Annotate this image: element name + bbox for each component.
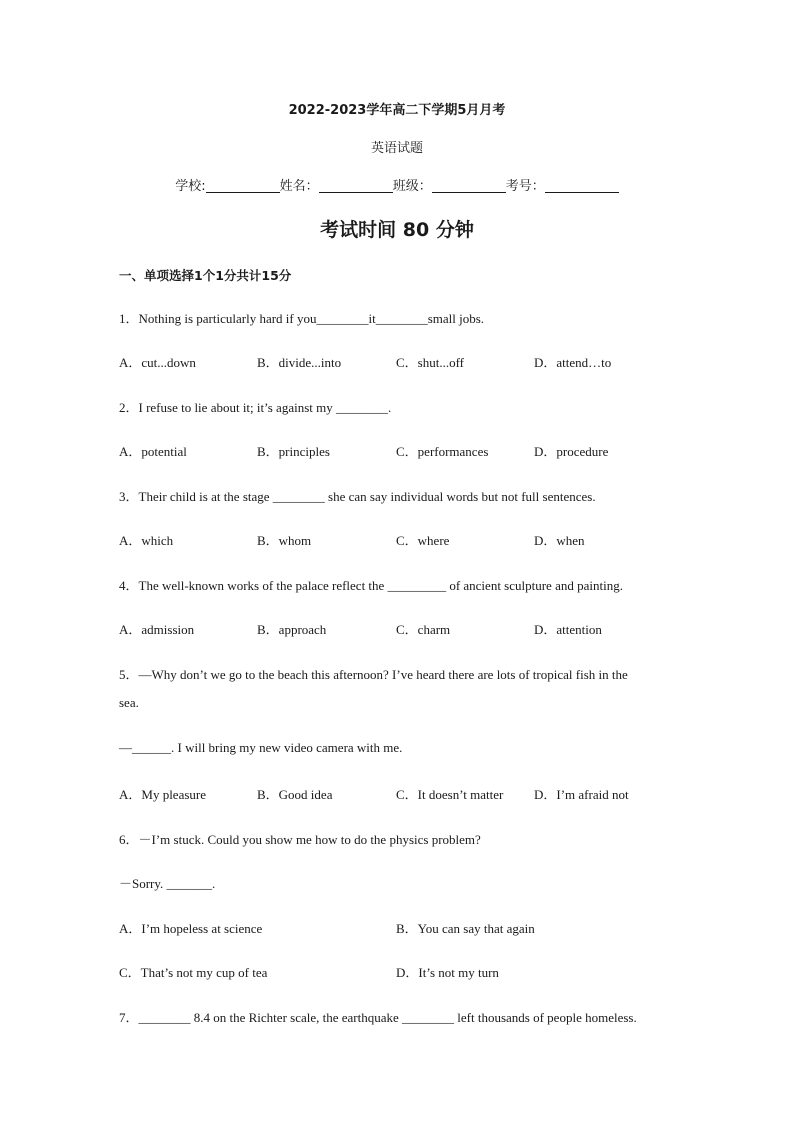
question-4-option-c: C．charm bbox=[396, 622, 451, 637]
number-blank bbox=[545, 178, 619, 193]
student-info-row bbox=[0, 175, 794, 194]
school-blank bbox=[206, 178, 280, 193]
exam-time: 考试时间 80 分钟 bbox=[320, 219, 474, 241]
question-4-option-d: D．attention bbox=[534, 622, 602, 637]
question-2-stem: 2．I refuse to lie about it; it’s against my ________. bbox=[119, 400, 392, 415]
question-6-option-b: B．You can say that again bbox=[396, 921, 535, 936]
number-label: 考号： bbox=[505, 179, 545, 194]
name-blank bbox=[319, 178, 393, 193]
section-heading: 一、单项选择1个1分共计15分 bbox=[119, 268, 292, 283]
exam-subject: 英语试题 bbox=[370, 141, 423, 156]
question-1-option-a: A．cut...down bbox=[119, 355, 196, 370]
question-3-option-b: B．whom bbox=[257, 533, 312, 548]
question-3-option-c: C．where bbox=[396, 533, 450, 548]
question-5-stem-line-1: 5．—Why don’t we go to the beach this afternoon? I’ve heard there are lots of tropical fish in the bbox=[119, 667, 628, 682]
question-1-option-b: B．divide...into bbox=[257, 355, 342, 370]
question-5-option-b: B．Good idea bbox=[257, 787, 333, 802]
question-5-reply: —______. I will bring my new video camera with me. bbox=[119, 740, 403, 755]
exam-title: 2022-2023学年高二下学期5月月考 bbox=[288, 103, 506, 118]
class-label: 班级： bbox=[392, 179, 432, 194]
question-6-option-c: C．That’s not my cup of tea bbox=[119, 965, 268, 980]
school-label: 学校: bbox=[175, 179, 206, 194]
question-1-stem: 1．Nothing is particularly hard if you________it________small jobs. bbox=[119, 311, 485, 326]
question-4-option-b: B．approach bbox=[257, 622, 327, 637]
question-5-option-a: A．My pleasure bbox=[119, 787, 207, 802]
question-6-stem: 6．－I’m stuck. Could you show me how to do the physics problem? bbox=[119, 832, 481, 847]
question-3-option-a: A．which bbox=[119, 533, 174, 548]
question-4-stem: 4．The well-known works of the palace reflect the _________ of ancient sculpture and painting. bbox=[119, 578, 623, 593]
question-7-stem: 7．________ 8.4 on the Richter scale, the earthquake ________ left thousands of people homeless. bbox=[119, 1010, 637, 1025]
question-2-option-c: C．performances bbox=[396, 444, 489, 459]
question-2-option-a: A．potential bbox=[119, 444, 187, 459]
question-2-option-b: B．principles bbox=[257, 444, 330, 459]
question-5-option-d: D．I’m afraid not bbox=[534, 787, 629, 802]
question-6-option-a: A．I’m hopeless at science bbox=[119, 921, 263, 936]
question-1-option-d: D．attend…to bbox=[534, 355, 612, 370]
question-2-option-d: D．procedure bbox=[534, 444, 609, 459]
question-4-option-a: A．admission bbox=[119, 622, 195, 637]
question-5-stem-line-2: sea. bbox=[119, 695, 139, 710]
question-6-reply: －Sorry. _______. bbox=[119, 876, 216, 891]
question-3-stem: 3．Their child is at the stage ________ she can say individual words but not full sentences. bbox=[119, 489, 596, 504]
question-6-option-d: D．It’s not my turn bbox=[396, 965, 499, 980]
class-blank bbox=[432, 178, 506, 193]
question-3-option-d: D．when bbox=[534, 533, 585, 548]
name-label: 姓名： bbox=[279, 179, 319, 194]
question-1-option-c: C．shut...off bbox=[396, 355, 465, 370]
question-5-option-c: C．It doesn’t matter bbox=[396, 787, 504, 802]
